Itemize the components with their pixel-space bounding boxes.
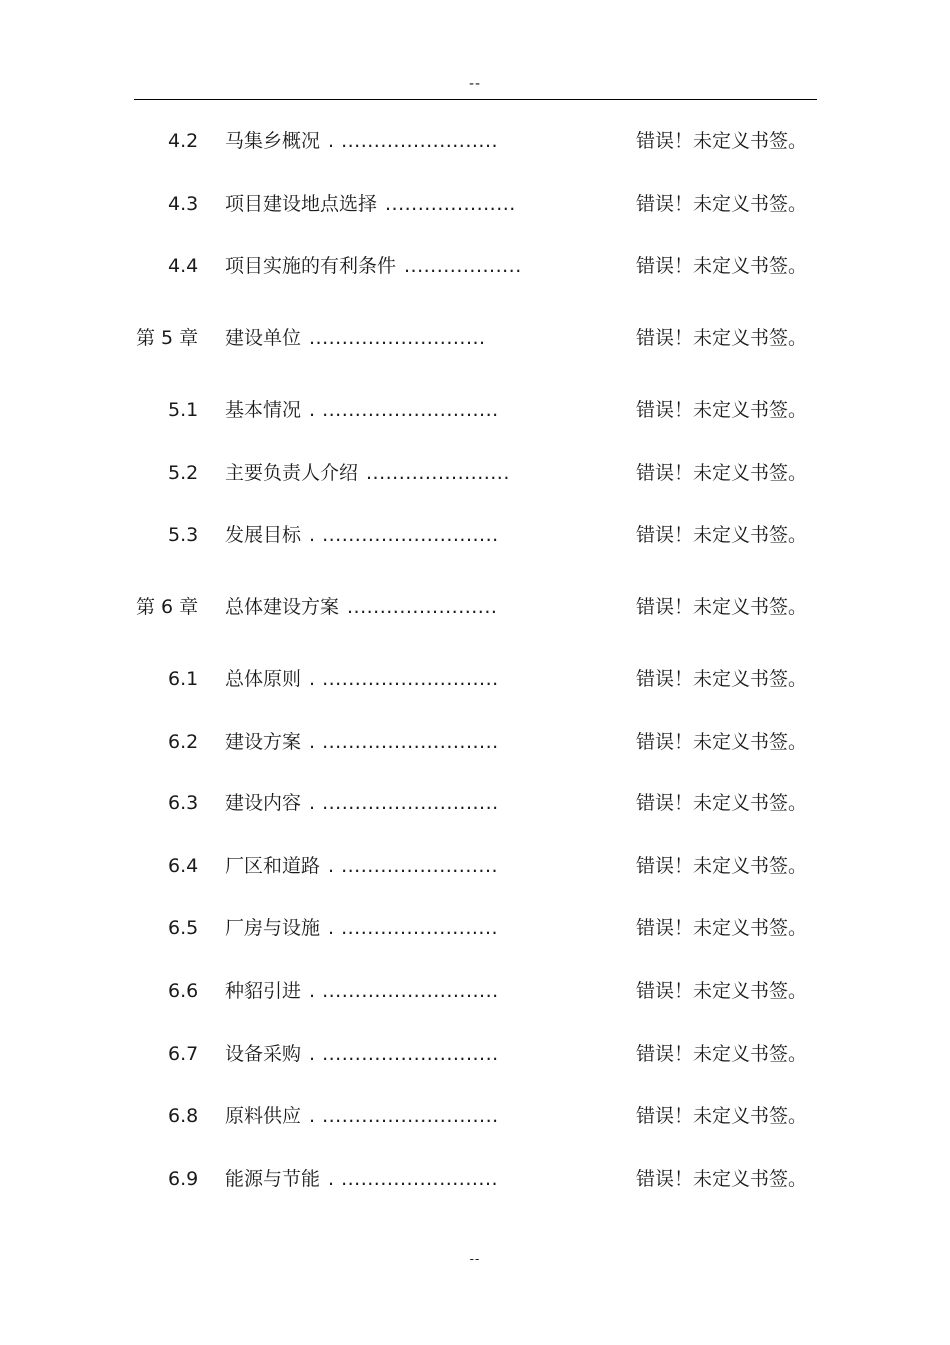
toc-entry[interactable]	[0, 851, 950, 881]
toc-entry-title	[225, 664, 499, 694]
toc-entry-leader: . ...........................	[309, 1043, 499, 1065]
toc-entry-page-ref: 错误！未定义书签。	[636, 792, 808, 814]
toc-entry-number: 4.3	[168, 193, 199, 215]
toc-entry-leader: .......................	[347, 596, 498, 618]
toc-entry-title	[225, 976, 499, 1006]
toc-entry-page-ref: 错误！未定义书签。	[636, 255, 808, 277]
toc-entry-number: 6.5	[168, 917, 199, 939]
toc-entry-page-ref: 错误！未定义书签。	[636, 524, 808, 546]
toc-entry-page-ref: 错误！未定义书签。	[636, 980, 808, 1002]
toc-entry-leader: . ...........................	[309, 980, 499, 1002]
toc-entry-number: 6.2	[168, 731, 199, 753]
toc-entry-title	[225, 913, 498, 943]
toc-entry-page-ref: 错误！未定义书签。	[636, 731, 808, 753]
toc-entry-title-text: 总体建设方案	[225, 596, 340, 618]
toc-entry[interactable]	[0, 788, 950, 818]
toc-entry-number: 6.9	[168, 1168, 199, 1190]
toc-entry-page-ref: 错误！未定义书签。	[636, 917, 808, 939]
toc-entry-page-ref: 错误！未定义书签。	[636, 1043, 808, 1065]
toc-entry-page-ref: 错误！未定义书签。	[636, 1105, 808, 1127]
toc-entry-title-text: 能源与节能	[225, 1168, 321, 1190]
toc-entry-number: 4.4	[168, 255, 199, 277]
toc-entry[interactable]	[0, 1101, 950, 1131]
toc-entry-leader: . ...........................	[309, 399, 499, 421]
toc-entry-title-text: 基本情况	[225, 399, 302, 421]
toc-entry-page-ref: 错误！未定义书签。	[636, 399, 808, 421]
toc-entry-leader: . ........................	[328, 855, 499, 877]
toc-entry-number: 6.7	[168, 1043, 199, 1065]
toc-entry-page-ref: 错误！未定义书签。	[636, 855, 808, 877]
toc-entry-page-ref: 错误！未定义书签。	[636, 327, 808, 349]
toc-entry-leader: . ........................	[328, 917, 499, 939]
toc-entry-title	[225, 126, 498, 156]
toc-entry-title	[225, 727, 499, 757]
toc-entry-title-text: 主要负责人介绍	[225, 462, 359, 484]
toc-entry-title	[225, 1039, 499, 1069]
toc-entry-number: 6.8	[168, 1105, 199, 1127]
toc-entry-title-text: 建设方案	[225, 731, 302, 753]
toc-entry-leader: . ...........................	[309, 1105, 499, 1127]
toc-entry-title-text: 种貂引进	[225, 980, 302, 1002]
toc-entry-title	[225, 458, 510, 488]
toc-entry-title	[225, 520, 499, 550]
toc-entry-title	[225, 1101, 499, 1131]
toc-entry-number: 6.3	[168, 792, 199, 814]
toc-entry-leader: . ...........................	[309, 524, 499, 546]
toc-entry-leader: . ...........................	[309, 731, 499, 753]
toc-entry-number: 6.4	[168, 855, 199, 877]
toc-entry[interactable]	[0, 458, 950, 488]
page-header-mark: --	[468, 76, 482, 92]
toc-entry-leader: . ...........................	[309, 668, 499, 690]
toc-entry-title	[225, 788, 499, 818]
toc-entry-leader: ....................	[385, 193, 516, 215]
toc-entry[interactable]	[0, 664, 950, 694]
toc-entry-number: 6.6	[168, 980, 199, 1002]
toc-entry-number: 第 5 章	[136, 327, 199, 349]
toc-entry-title	[225, 592, 497, 622]
toc-entry-title-text: 马集乡概况	[225, 130, 321, 152]
toc-entry-number: 5.3	[168, 524, 199, 546]
toc-entry-title-text: 设备采购	[225, 1043, 302, 1065]
toc-entry-leader: ......................	[366, 462, 510, 484]
toc-entry-title-text: 总体原则	[225, 668, 302, 690]
page-footer-mark: --	[469, 1252, 481, 1266]
header-divider	[134, 99, 817, 100]
toc-entry[interactable]	[0, 520, 950, 550]
toc-entry-title	[225, 189, 516, 219]
toc-entry[interactable]	[0, 323, 950, 353]
toc-entry-number: 5.2	[168, 462, 199, 484]
toc-entry-leader: ...........................	[309, 327, 486, 349]
toc-entry-title	[225, 851, 498, 881]
toc-entry-title-text: 建设单位	[225, 327, 302, 349]
toc-entry-number: 4.2	[168, 130, 199, 152]
toc-entry-page-ref: 错误！未定义书签。	[636, 1168, 808, 1190]
toc-entry-number: 6.1	[168, 668, 199, 690]
toc-entry-title-text: 发展目标	[225, 524, 302, 546]
toc-entry[interactable]	[0, 189, 950, 219]
toc-entry-title-text: 建设内容	[225, 792, 302, 814]
toc-entry[interactable]	[0, 592, 950, 622]
toc-entry-number: 5.1	[168, 399, 199, 421]
toc-entry[interactable]	[0, 727, 950, 757]
toc-entry-title-text: 原料供应	[225, 1105, 302, 1127]
toc-entry-page-ref: 错误！未定义书签。	[636, 596, 808, 618]
toc-entry[interactable]	[0, 1039, 950, 1069]
toc-entry-leader: . ........................	[328, 130, 499, 152]
toc-entry-title	[225, 395, 499, 425]
toc-entry-title	[225, 251, 522, 281]
toc-entry[interactable]	[0, 251, 950, 281]
toc-entry-title-text: 项目实施的有利条件	[225, 255, 397, 277]
toc-entry-leader: . ...........................	[309, 792, 499, 814]
toc-entry[interactable]	[0, 1164, 950, 1194]
toc-entry-leader: . ........................	[328, 1168, 499, 1190]
toc-entry[interactable]	[0, 395, 950, 425]
toc-entry[interactable]	[0, 976, 950, 1006]
toc-entry-title	[225, 1164, 498, 1194]
toc-entry-title-text: 项目建设地点选择	[225, 193, 378, 215]
toc-entry-title-text: 厂房与设施	[225, 917, 321, 939]
toc-entry-page-ref: 错误！未定义书签。	[636, 130, 808, 152]
toc-entry-number: 第 6 章	[136, 596, 199, 618]
toc-entry-title	[225, 323, 486, 353]
toc-entry[interactable]	[0, 126, 950, 156]
toc-entry-page-ref: 错误！未定义书签。	[636, 193, 808, 215]
toc-entry-page-ref: 错误！未定义书签。	[636, 462, 808, 484]
toc-entry-page-ref: 错误！未定义书签。	[636, 668, 808, 690]
toc-entry-title-text: 厂区和道路	[225, 855, 321, 877]
toc-entry-leader: ..................	[404, 255, 522, 277]
toc-entry[interactable]	[0, 913, 950, 943]
